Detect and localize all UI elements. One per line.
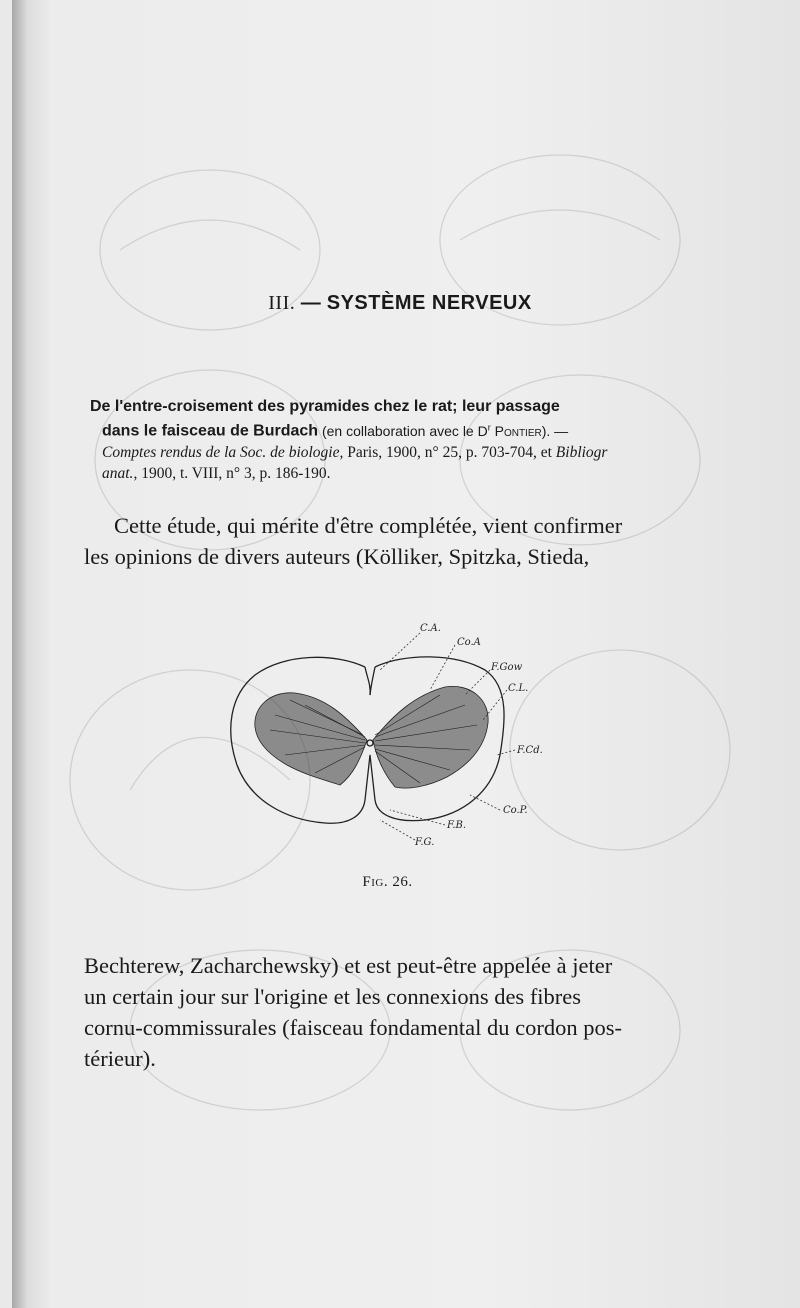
entry-bibliography: Bibliogr [555,443,608,461]
label-cl: C.L. [508,683,529,694]
label-fgow: F.Gow [491,662,523,673]
paragraph-2-line-2: un certain jour sur l'origine et les connexions des fibres [84,984,582,1009]
paragraph-1 [84,510,704,572]
section-heading [0,292,800,315]
paragraph-2 [84,950,704,1074]
paragraph-2-line-3: cornu-commissurales (faisceau fondamental du cordon pos- [84,1015,622,1040]
entry-publication: Comptes rendus de la Soc. de biologie, [102,443,344,461]
paragraph-1-line-2: les opinions de divers auteurs (Kölliker, Spitzka, Stieda, [84,544,590,569]
entry-publication-details: Paris, 1900, n° 25, p. 703-704, et [343,443,556,461]
paragraph-2-line-1: Bechterew, Zacharchewsky) et est peut-être appelée à jeter [84,953,613,978]
entry-bibliography-details: , 1900, t. VIII, n° 3, p. 186-190. [133,464,331,482]
label-fb: F.B. [447,820,467,831]
paragraph-2-line-4: térieur). [84,1046,156,1071]
paragraph-1-line-1: Cette étude, qui mérite d'être complétée, vient confirmer [114,513,623,538]
section-title: SYSTÈME NERVEUX [326,292,532,314]
label-ca: C.A. [420,623,441,634]
entry-title-line1: De l'entre-croisement des pyramides chez le rat; leur passage [90,398,560,415]
label-cop: Co.P. [503,805,528,816]
label-coa: Co.A [457,637,481,648]
spinal-cord-figure [215,615,590,855]
entry-collab-name: Pontier [494,422,542,439]
page-gutter-shadow [12,0,26,1308]
label-fg: F.G. [415,837,435,848]
label-fcd: F.Cd. [517,745,543,756]
section-number: III. [268,292,296,314]
section-dash: — [300,292,322,314]
bibliographic-entry [90,396,690,484]
figure-caption: Fig. 26. [362,874,413,890]
entry-bibliography-2: anat. [102,464,134,482]
entry-collab: (en collaboration avec le $D^r$ Pontier). — [321,422,569,439]
entry-title-line2: dans le faisceau de Burdach [102,422,319,440]
